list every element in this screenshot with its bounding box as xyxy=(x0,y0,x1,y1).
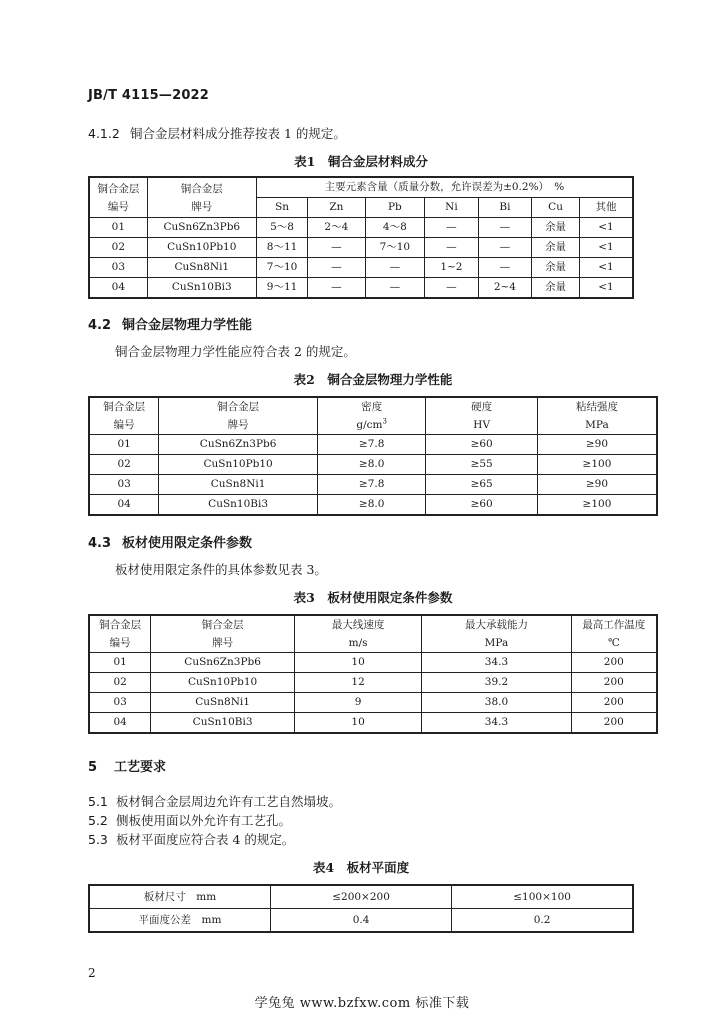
table-header-row xyxy=(89,397,657,435)
table-cell: CuSn10Bi3 xyxy=(159,495,318,516)
header-cell: 最大线速度 m/s xyxy=(294,615,421,653)
table-cell: 39.2 xyxy=(422,673,571,693)
table-cell: CuSn10Bi3 xyxy=(147,278,256,299)
header-cell: Cu xyxy=(532,198,580,218)
table-cell: — xyxy=(365,258,425,278)
table-cell: 0.2 xyxy=(452,909,633,933)
table-row xyxy=(89,653,657,673)
section-number: 4.2 xyxy=(88,318,112,333)
table-cell: ≥65 xyxy=(426,475,537,495)
table-cell: 9 xyxy=(294,693,421,713)
table-cell: 03 xyxy=(89,693,151,713)
table-cell: ≥100 xyxy=(537,495,657,516)
table-cell: <1 xyxy=(579,258,633,278)
clause-5-1 xyxy=(88,792,341,810)
table-cell: 200 xyxy=(571,673,657,693)
table-cell: ≥90 xyxy=(537,435,657,455)
table-cell: 2～4 xyxy=(308,218,365,238)
section-number: 5 xyxy=(88,760,98,775)
table-cell: — xyxy=(478,218,531,238)
table-cell: 02 xyxy=(89,673,151,693)
section-4-2-heading xyxy=(88,314,252,333)
table-cell: 01 xyxy=(89,218,147,238)
table-cell: — xyxy=(425,238,478,258)
table-cell: CuSn10Pb10 xyxy=(147,238,256,258)
header-cell: 铜合金层 编号 xyxy=(89,615,151,653)
table-row xyxy=(89,673,657,693)
header-cell: Ni xyxy=(425,198,478,218)
header-cell: 最高工作温度 ℃ xyxy=(571,615,657,653)
table-cell: 10 xyxy=(294,713,421,734)
clause-number: 5.3 xyxy=(88,832,108,847)
page-number: 2 xyxy=(88,966,96,980)
table-header-row xyxy=(89,615,657,653)
table-cell: CuSn8Ni1 xyxy=(151,693,295,713)
table-cell: <1 xyxy=(579,218,633,238)
table-cell: 余量 xyxy=(532,238,580,258)
clause-text: 板材铜合金层周边允许有工艺自然塌坡。 xyxy=(116,794,342,809)
header-cell: 其他 xyxy=(579,198,633,218)
section-title: 铜合金层物理力学性能 xyxy=(122,318,253,333)
table-cell: 03 xyxy=(89,475,159,495)
clause-text: 侧板使用面以外允许有工艺孔。 xyxy=(116,813,292,828)
table-cell: ≥7.8 xyxy=(317,435,426,455)
table-cell: 余量 xyxy=(532,278,580,299)
section-5-heading xyxy=(88,756,166,775)
table-cell: 10 xyxy=(294,653,421,673)
header-cell: Pb xyxy=(365,198,425,218)
header-cell: 铜合金层 编号 xyxy=(89,177,147,218)
table-cell: 04 xyxy=(89,713,151,734)
clause-number: 4.1.2 xyxy=(88,126,120,141)
clause-text: 铜合金层材料成分推荐按表 1 的规定。 xyxy=(130,126,346,141)
table-cell: 02 xyxy=(89,238,147,258)
header-cell: 硬度 HV xyxy=(426,397,537,435)
table-cell: — xyxy=(365,278,425,299)
table-cell: 01 xyxy=(89,653,151,673)
table-cell: CuSn8Ni1 xyxy=(159,475,318,495)
table-cell: 34.3 xyxy=(422,713,571,734)
header-cell: 铜合金层 编号 xyxy=(89,397,159,435)
table-row xyxy=(89,693,657,713)
table-cell: CuSn10Pb10 xyxy=(159,455,318,475)
table-row xyxy=(89,278,633,299)
table-cell: ≤200×200 xyxy=(270,885,451,909)
header-cell: 主要元素含量（质量分数，允许误差为±0.2%） % xyxy=(256,177,633,198)
table-cell: 8～11 xyxy=(256,238,307,258)
table-cell: <1 xyxy=(579,278,633,299)
table-cell: 9～11 xyxy=(256,278,307,299)
header-cell: 铜合金层 牌号 xyxy=(147,177,256,218)
table-cell: 余量 xyxy=(532,258,580,278)
table-cell: 7～10 xyxy=(256,258,307,278)
table-cell: 12 xyxy=(294,673,421,693)
header-cell: 铜合金层 牌号 xyxy=(151,615,295,653)
table-cell: 余量 xyxy=(532,218,580,238)
section-4-3-text: 板材使用限定条件的具体参数见表 3。 xyxy=(115,562,327,577)
table-cell: 03 xyxy=(89,258,147,278)
table-cell: 1~2 xyxy=(425,258,478,278)
table-cell: — xyxy=(308,238,365,258)
table-row xyxy=(89,455,657,475)
table-cell: CuSn8Ni1 xyxy=(147,258,256,278)
table-cell: ≥7.8 xyxy=(317,475,426,495)
table-cell: 38.0 xyxy=(422,693,571,713)
table-cell: 板材尺寸 mm xyxy=(89,885,270,909)
table-header-row xyxy=(89,177,633,198)
table-cell: 5～8 xyxy=(256,218,307,238)
table-row xyxy=(89,475,657,495)
header-cell: 最大承载能力 MPa xyxy=(422,615,571,653)
section-number: 4.3 xyxy=(88,536,112,551)
table2-caption: 表2 铜合金层物理力学性能 xyxy=(293,372,453,387)
watermark-footer: 学兔兔 www.bzfxw.com 标准下载 xyxy=(254,996,470,1011)
table-cell: ≥60 xyxy=(426,435,537,455)
section-title: 工艺要求 xyxy=(114,760,167,775)
table-row xyxy=(89,218,633,238)
header-cell: 粘结强度 MPa xyxy=(537,397,657,435)
table3-caption: 表3 板材使用限定条件参数 xyxy=(293,590,453,605)
standard-code: JB/T 4115—2022 xyxy=(88,88,210,103)
table-cell: 04 xyxy=(89,495,159,516)
table-cell: <1 xyxy=(579,238,633,258)
table-cell: ≥8.0 xyxy=(317,455,426,475)
table-cell: 2~4 xyxy=(478,278,531,299)
table-cell: CuSn10Bi3 xyxy=(151,713,295,734)
table-cell: 200 xyxy=(571,713,657,734)
table-cell: 01 xyxy=(89,435,159,455)
table-cell: CuSn10Pb10 xyxy=(151,673,295,693)
table-cell: — xyxy=(478,258,531,278)
header-cell: 铜合金层 牌号 xyxy=(159,397,318,435)
table-row xyxy=(89,435,657,455)
table1-caption: 表1 铜合金层材料成分 xyxy=(294,154,428,169)
table-cell: 0.4 xyxy=(270,909,451,933)
section-title: 板材使用限定条件参数 xyxy=(122,536,253,551)
table-cell: ≥90 xyxy=(537,475,657,495)
table-cell: 200 xyxy=(571,653,657,673)
header-cell: Sn xyxy=(256,198,307,218)
table-row xyxy=(89,258,633,278)
table-cell: 34.3 xyxy=(422,653,571,673)
table-cell: CuSn6Zn3Pb6 xyxy=(147,218,256,238)
table-cell: 04 xyxy=(89,278,147,299)
table4-caption: 表4 板材平面度 xyxy=(312,860,410,875)
table-cell: ≥100 xyxy=(537,455,657,475)
table-cell: CuSn6Zn3Pb6 xyxy=(151,653,295,673)
table-cell: 4～8 xyxy=(365,218,425,238)
table-cell: 平面度公差 mm xyxy=(89,909,270,933)
table-cell: — xyxy=(478,238,531,258)
table-cell: — xyxy=(308,278,365,299)
table-row xyxy=(89,238,633,258)
table-cell: ≤100×100 xyxy=(452,885,633,909)
clause-number: 5.2 xyxy=(88,813,108,828)
table-row xyxy=(89,885,633,909)
table-row xyxy=(89,495,657,516)
clause-text: 板材平面度应符合表 4 的规定。 xyxy=(116,832,295,847)
table-row xyxy=(89,909,633,933)
table3 xyxy=(88,614,658,734)
table-cell: CuSn6Zn3Pb6 xyxy=(159,435,318,455)
table-cell: — xyxy=(308,258,365,278)
table-cell: 02 xyxy=(89,455,159,475)
section-4-2-text: 铜合金层物理力学性能应符合表 2 的规定。 xyxy=(115,344,356,359)
table1 xyxy=(88,176,634,299)
clause-4-1-2 xyxy=(88,124,346,142)
table-cell: 7～10 xyxy=(365,238,425,258)
table-cell: ≥60 xyxy=(426,495,537,516)
table4 xyxy=(88,884,634,933)
clause-number: 5.1 xyxy=(88,794,108,809)
table-cell: ≥55 xyxy=(426,455,537,475)
header-cell: 密度 $g/cm^3$ xyxy=(317,397,426,435)
table2 xyxy=(88,396,658,516)
table-cell: ≥8.0 xyxy=(317,495,426,516)
table-cell: — xyxy=(425,278,478,299)
header-cell: Zn xyxy=(308,198,365,218)
section-4-3-heading xyxy=(88,532,252,551)
header-cell: Bi xyxy=(478,198,531,218)
table-cell: 200 xyxy=(571,693,657,713)
clause-5-3 xyxy=(88,830,294,848)
clause-5-2 xyxy=(88,811,291,829)
table-cell: — xyxy=(425,218,478,238)
table-row xyxy=(89,713,657,734)
